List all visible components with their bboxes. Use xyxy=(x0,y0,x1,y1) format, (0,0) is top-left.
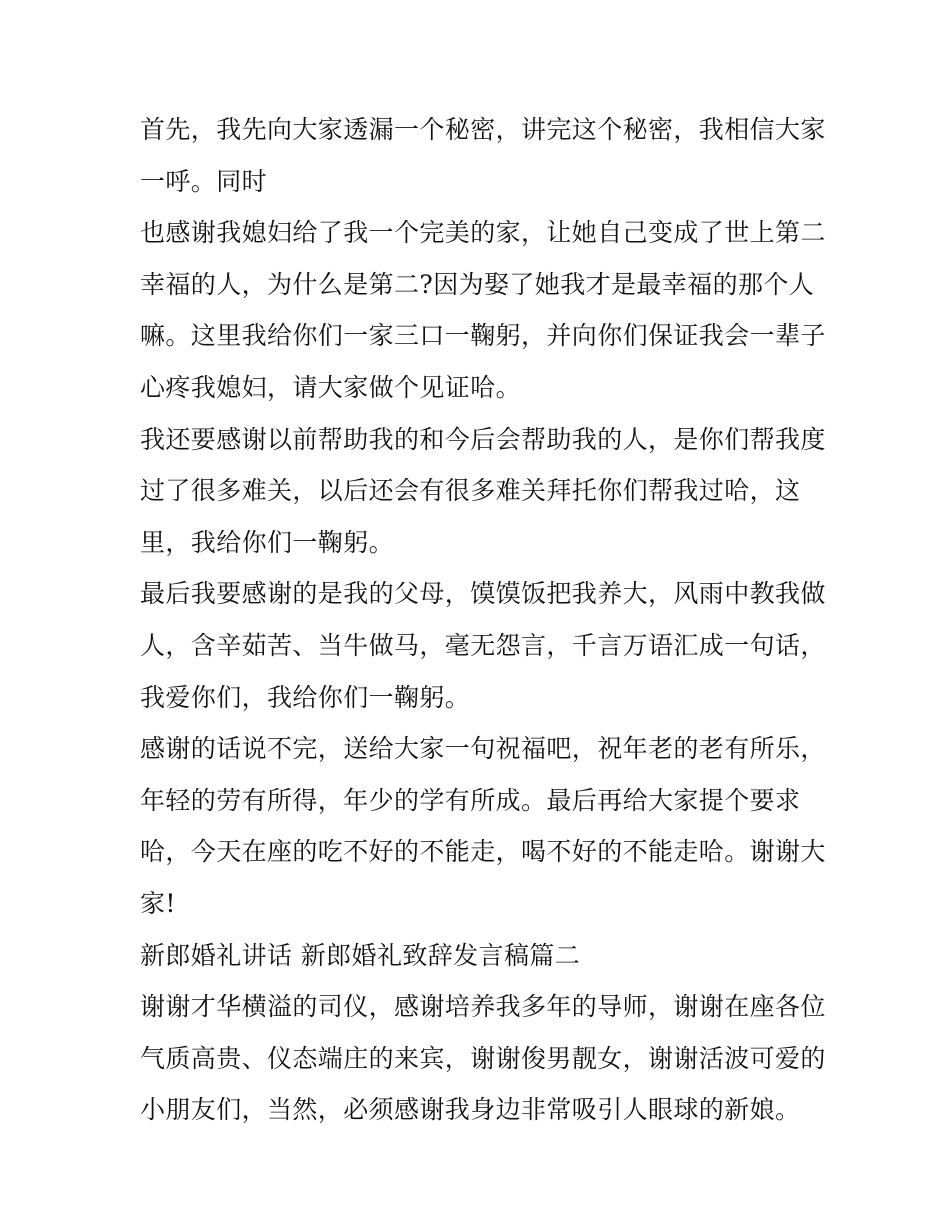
text-line: 嘛。这里我给你们一家三口一鞠躬，并向你们保证我会一辈子 xyxy=(140,321,826,351)
text-line: 人，含辛茹苦、当牛做马，毫无怨言，千言万语汇成一句话， xyxy=(140,630,826,660)
section-heading: 新郎婚礼讲话 新郎婚礼致辞发言稿篇二 xyxy=(140,940,581,970)
text-line: 年轻的劳有所得，年少的学有所成。最后再给大家提个要求 xyxy=(140,785,801,815)
text-line: 哈，今天在座的吃不好的不能走，喝不好的不能走哈。谢谢大 xyxy=(140,837,826,867)
text-line: 一呼。同时 xyxy=(140,166,268,196)
text-line: 也感谢我媳妇给了我一个完美的家，让她自己变成了世上第二 xyxy=(140,218,826,248)
text-line: 我还要感谢以前帮助我的和今后会帮助我的人，是你们帮我度 xyxy=(140,424,826,454)
text-line: 心疼我媳妇，请大家做个见证哈。 xyxy=(140,372,522,402)
text-line: 幸福的人，为什么是第二?因为娶了她我才是最幸福的那个人 xyxy=(140,269,815,299)
text-line: 过了很多难关，以后还会有很多难关拜托你们帮我过哈，这 xyxy=(140,476,801,506)
text-line: 家! xyxy=(140,888,176,918)
text-line: 我爱你们，我给你们一鞠躬。 xyxy=(140,682,471,712)
text-line: 谢谢才华横溢的司仪，感谢培养我多年的导师，谢谢在座各位 xyxy=(140,992,826,1022)
text-line: 气质高贵、仪态端庄的来宾，谢谢俊男靓女，谢谢活波可爱的 xyxy=(140,1043,826,1073)
text-line: 感谢的话说不完，送给大家一句祝福吧，祝年老的老有所乐， xyxy=(140,734,826,764)
text-line: 最后我要感谢的是我的父母，馍馍饭把我养大，风雨中教我做 xyxy=(140,579,826,609)
text-line: 小朋友们，当然，必须感谢我身边非常吸引人眼球的新娘。 xyxy=(140,1095,801,1125)
text-line: 首先，我先向大家透漏一个秘密，讲完这个秘密，我相信大家 xyxy=(140,115,826,144)
text-line: 里，我给你们一鞠躬。 xyxy=(140,527,395,557)
document-body xyxy=(140,104,830,1136)
